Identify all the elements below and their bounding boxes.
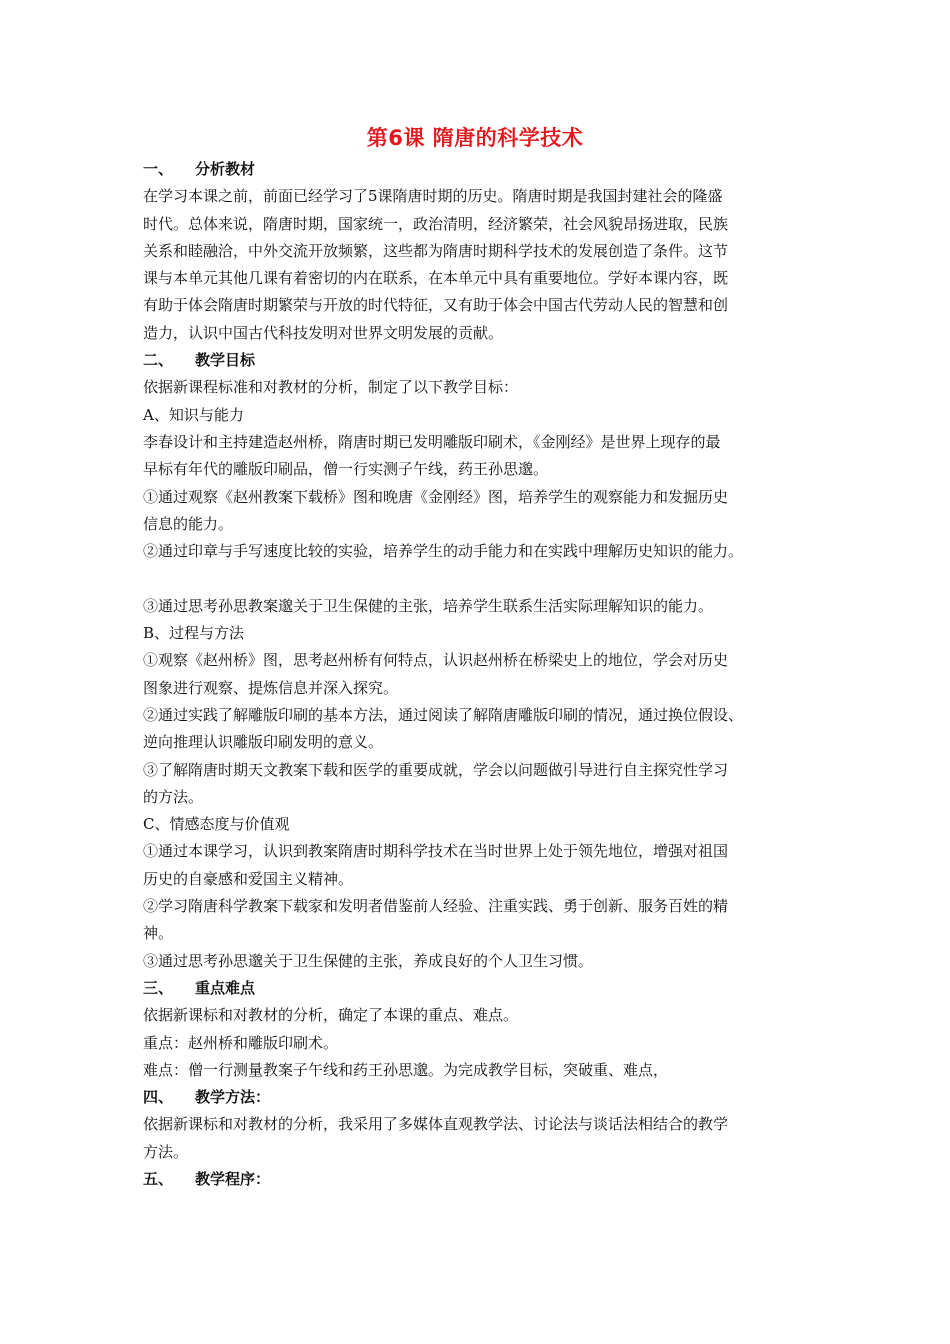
section-title: 教学方法： (195, 1088, 271, 1107)
paragraph-line: 早标有年代的雕版印刷品，僧一行实测子午线，药王孙思邈。 (143, 460, 549, 479)
subheading-line: B、过程与方法 (143, 624, 245, 643)
paragraph-line: 逆向推理认识雕版印刷发明的意义。 (143, 733, 384, 752)
document-body (143, 156, 823, 1193)
paragraph-line: ②学习隋唐科学教案下载家和发明者借鉴前人经验、注重实践、勇于创新、服务百姓的精 (143, 897, 729, 916)
section-title: 分析教材 (195, 160, 256, 178)
paragraph-line: 课与本单元其他几课有着密切的内在联系，在本单元中具有重要地位。学好本课内容，既 (143, 269, 729, 288)
paragraph-line: ①通过观察《赵州教案下载桥》图和晚唐《金刚经》图，培养学生的观察能力和发掘历史 (143, 487, 729, 506)
paragraph-line: ②通过印章与手写速度比较的实验，培养学生的动手能力和在实践中理解历史知识的能力。 (143, 542, 744, 561)
paragraph-line: ①通过本课学习，认识到教案隋唐时期科学技术在当时世界上处于领先地位，增强对祖国 (143, 842, 729, 861)
paragraph-line: 依据新课程标准和对教材的分析，制定了以下教学目标： (143, 378, 519, 397)
paragraph-line: ②通过实践了解雕版印刷的基本方法，通过阅读了解隋唐雕版印刷的情况，通过换位假设、 (143, 705, 744, 724)
section-number: 四、 (143, 1088, 174, 1107)
paragraph-line: 有助于体会隋唐时期繁荣与开放的时代特征，又有助于体会中国古代劳动人民的智慧和创 (143, 296, 729, 315)
section-heading-1 (143, 156, 823, 183)
paragraph-line: 依据新课标和对教材的分析，确定了本课的重点、难点。 (143, 1006, 519, 1025)
paragraph-line: ③了解隋唐时期天文教案下载和医学的重要成就，学会以问题做引导进行自主探究性学习 (143, 760, 729, 779)
paragraph-line: 造力，认识中国古代科技发明对世界文明发展的贡献。 (143, 323, 504, 342)
section-title: 教学目标 (195, 351, 256, 370)
blank-line (143, 565, 823, 592)
lesson-title: 第6课 隋唐的科学技术 (366, 126, 584, 150)
paragraph-line: ③通过思考孙思邈关于卫生保健的主张，养成良好的个人卫生习惯。 (143, 951, 594, 970)
paragraph-line: 依据新课标和对教材的分析，我采用了多媒体直观教学法、讨论法与谈话法相结合的教学 (143, 1115, 729, 1134)
subheading-line: C、情感态度与价值观 (143, 815, 290, 834)
section-number: 三、 (143, 978, 174, 997)
paragraph-line: 神。 (143, 924, 174, 943)
paragraph-line: 信息的能力。 (143, 514, 234, 533)
paragraph-line: 重点：赵州桥和雕版印刷术。 (143, 1033, 339, 1052)
section-heading-5 (143, 1166, 823, 1193)
paragraph-line: 关系和睦融洽，中外交流开放频繁，这些都为隋唐时期科学技术的发展创造了条件。这节 (143, 241, 729, 260)
section-title: 重点难点 (195, 978, 256, 997)
section-heading-3 (143, 975, 823, 1002)
paragraph-line: 的方法。 (143, 787, 204, 806)
section-heading-2 (143, 347, 823, 374)
subheading-line: A、知识与能力 (143, 405, 244, 424)
paragraph-line: 方法。 (143, 1142, 189, 1161)
paragraph-line: 时代。总体来说，隋唐时期，国家统一，政治清明，经济繁荣，社会风貌昂扬进取，民族 (143, 214, 729, 233)
section-number: 五、 (143, 1169, 174, 1188)
paragraph-line: ①观察《赵州桥》图，思考赵州桥有何特点，认识赵州桥在桥梁史上的地位，学会对历史 (143, 651, 729, 670)
paragraph-line: ③通过思考孙思教案邈关于卫生保健的主张，培养学生联系生活实际理解知识的能力。 (143, 596, 714, 615)
paragraph-line: 在学习本课之前，前面已经学习了5课隋唐时期的历史。隋唐时期是我国封建社会的隆盛 (143, 187, 723, 206)
section-heading-4 (143, 1084, 823, 1111)
paragraph-line: 历史的自豪感和爱国主义精神。 (143, 869, 354, 888)
paragraph-line: 李春设计和主持建造赵州桥，隋唐时期已发明雕版印刷术，《金刚经》是世界上现存的最 (143, 432, 721, 451)
paragraph-line: 图象进行观察、提炼信息并深入探究。 (143, 678, 399, 697)
paragraph-line: 难点：僧一行测量教案子午线和药王孙思邈。为完成教学目标，突破重、难点， (143, 1060, 669, 1079)
section-number: 一、 (143, 160, 174, 178)
section-number: 二、 (143, 351, 174, 370)
section-title: 教学程序： (195, 1169, 271, 1188)
